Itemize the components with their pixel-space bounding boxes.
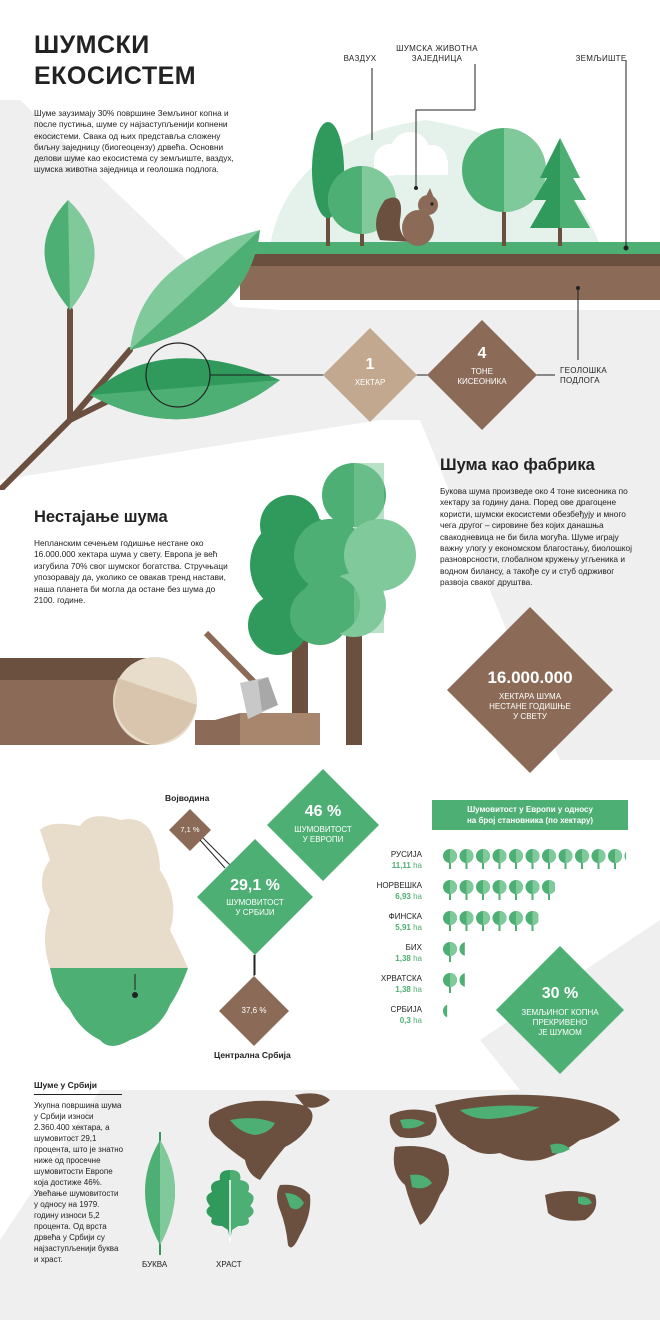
country-name: БИХ	[405, 943, 422, 952]
vojvodina-label: Војводина	[165, 793, 210, 803]
divider	[34, 1094, 122, 1095]
land-cover-value: 30 %	[541, 985, 579, 1002]
tree-unit-icon	[608, 849, 622, 869]
deforestation-paragraph: Непланским сечењем годишње нестане око 16.000.000 хектара шума у свету. Европа је већ изгубила 70% свог шумског богатства. Стручњаци упозоравају да, уколико се овакав тренд настави, наша планета би могла да остане без шума до 2100. године.	[34, 538, 228, 606]
country-name: НОРВЕШКА	[376, 881, 422, 890]
serbia-forests-heading: Шуме у Србији	[34, 1080, 98, 1090]
oxygen-value: 4	[477, 345, 487, 362]
label-bedrock: ГЕОЛОШКА ПОДЛОГА	[560, 366, 608, 385]
tree-unit-icon	[460, 880, 474, 900]
tree-unit-icon	[526, 880, 540, 900]
europe-value: 46 %	[304, 803, 342, 820]
tree-icon	[294, 463, 416, 637]
tree-unit-icon	[542, 880, 556, 900]
deforestation-stat-value: 16.000.000	[487, 668, 573, 687]
tree-unit-icon	[592, 849, 606, 869]
central-label: Централна Србија	[214, 1050, 291, 1060]
tree-unit-icon	[559, 849, 573, 869]
deforestation-stat-diamond	[445, 605, 615, 775]
tree-unit-icon	[509, 880, 523, 900]
soil-grass	[240, 242, 660, 254]
tree-unit-icon	[460, 942, 474, 962]
tree-unit-icon	[443, 911, 457, 931]
tree-unit-icon	[493, 849, 507, 869]
page-title: ШУМСКИ ЕКОСИСТЕМ	[34, 31, 197, 90]
tree-unit-icon	[443, 942, 457, 962]
deforestation-stat-label: ХЕКТАРА ШУМА НЕСТАНЕ ГОДИШЊЕ У СВЕТУ	[489, 692, 571, 721]
central-value: 37,6 %	[241, 1006, 267, 1015]
serbia-value: 29,1 %	[230, 877, 280, 894]
label-soil: ЗЕМЉИШТЕ	[575, 54, 627, 63]
tree-unit-icon	[460, 973, 474, 993]
label-air: ВАЗДУХ	[343, 54, 377, 63]
oxygen-label: ТОНЕ КИСЕОНИКА	[457, 367, 507, 386]
country-value: 11,11 ha	[391, 861, 422, 870]
beech-label: БУКВА	[142, 1260, 168, 1269]
beech-leaf-icon	[145, 1132, 175, 1255]
tree-value-icons	[440, 848, 640, 872]
vojvodina-value: 7,1 %	[180, 825, 200, 834]
leaf-icon	[44, 200, 94, 310]
country-name: ХРВАТСКА	[380, 974, 422, 983]
intro-paragraph: Шуме заузимају 30% површине Земљиног копна и после пустиња, шуме су најзаступљенији копнени екосистеми. Свака од њих представља сложену биљну заједницу (биогеоцензу) дрвећа. Основни делови шуме као екосистема су земљиште, ваздух, шумска животна заједница и геолошка подлога.	[34, 108, 234, 175]
country-value: 6,93 ha	[395, 892, 422, 901]
label-community: ШУМСКА ЖИВОТНА ЗАЈЕДНИЦА	[396, 44, 478, 63]
leaf-icon	[130, 230, 260, 350]
world-map	[200, 1085, 640, 1255]
central-serbia-region	[40, 816, 188, 968]
vojvodina-region	[50, 968, 188, 1046]
hectare-label: ХЕКТАР	[354, 378, 386, 387]
land-cover-label: ЗЕМЉИНОГ КОПНА ПРЕКРИВЕНО ЈЕ ШУМОМ	[521, 1008, 599, 1037]
deforestation-heading: Нестајање шума	[34, 508, 168, 526]
tree-unit-icon	[625, 849, 639, 869]
tree-unit-icon	[443, 973, 457, 993]
deforestation-illustration	[0, 455, 440, 750]
tree-unit-icon	[476, 911, 490, 931]
country-value: 5,91 ha	[395, 923, 422, 932]
country-value: 1,38 ha	[395, 985, 422, 994]
tree-unit-icon	[476, 880, 490, 900]
tree-unit-icon	[526, 849, 540, 869]
oak-label: ХРАСТ	[216, 1260, 242, 1269]
tree-unit-icon	[443, 1004, 457, 1024]
tree-unit-icon	[460, 911, 474, 931]
tree-unit-icon	[493, 880, 507, 900]
tree-unit-icon	[526, 911, 540, 931]
country-value: 0,3 ha	[399, 1016, 422, 1025]
tree-unit-icon	[460, 849, 474, 869]
tree-value-icons	[440, 910, 640, 934]
tree-unit-icon	[542, 849, 556, 869]
factory-paragraph: Букова шума произведе око 4 тоне кисеоника по хектару за годину дана. Поред ове драгоцене користи, шумски екосистеми обезбеђују и много чега другог – сировине без којих данашња свакодневица не би била могућа. Шуме играју важну улогу у економском благостању, биолошкој разноврсности, глобалном кружењу угљеника и водном билансу, а такође су и стуб одрживог развоја сваког друштва.	[440, 486, 632, 588]
country-value: 1,38 ha	[395, 954, 422, 963]
factory-heading: Шума као фабрика	[440, 456, 595, 474]
tree-unit-icon	[493, 911, 507, 931]
tree-unit-icon	[509, 849, 523, 869]
tree-value-icons	[440, 879, 640, 903]
tree-unit-icon	[443, 849, 457, 869]
hectare-value: 1	[365, 356, 375, 373]
country-name: СРБИЈА	[390, 1005, 422, 1014]
serbia-forests-paragraph: Укупна површина шума у Србији износи 2.360.400 хектара, а шумовитост 29,1 процента, што је знатно ниже од просечне шумовитости Европе која достиже 46%. Увећање шумовитости у односу на 1979. годину износи 5,2 процента. Од врста дрвећа у Србији су најзаступљенији буква и храст.	[34, 1101, 124, 1264]
europe-label: ШУМОВИТОСТ У ЕВРОПИ	[294, 825, 352, 844]
country-name: РУСИЈА	[390, 850, 422, 859]
branch-illustration	[0, 190, 300, 490]
tree-unit-icon	[476, 849, 490, 869]
tree-unit-icon	[509, 911, 523, 931]
tree-unit-icon	[575, 849, 589, 869]
serbia-label: ШУМОВИТОСТ У СРБИЈИ	[226, 898, 284, 917]
country-name: ФИНСКА	[388, 912, 422, 921]
tree-unit-icon	[443, 880, 457, 900]
per-capita-title: Шумовитост у Европи у односу на број становника (по хектару)	[432, 800, 628, 830]
